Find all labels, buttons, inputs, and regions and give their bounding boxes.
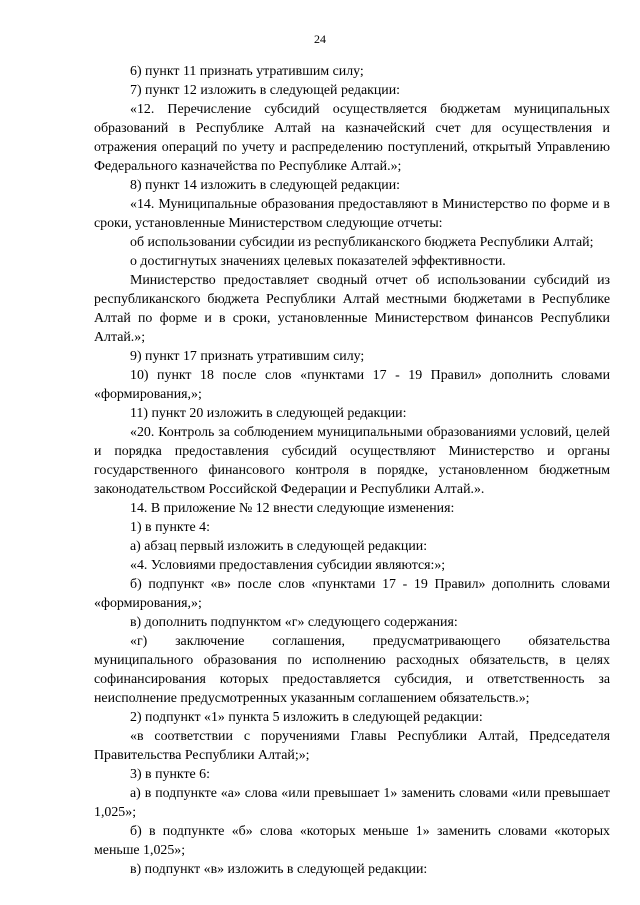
paragraph: 2) подпункт «1» пункта 5 изложить в следующей редакции:: [130, 710, 483, 725]
paragraph: 8) пункт 14 изложить в следующей редакции:: [130, 178, 401, 193]
paragraph: о достигнутых значениях целевых показателей эффективности.: [130, 254, 506, 269]
paragraph: «14. Муниципальные образования предоставляют в Министерство по форме и в сроки, установленные Министерством следующие отчеты:: [94, 197, 610, 231]
paragraph: 1) в пункте 4:: [130, 520, 210, 535]
paragraph: 7) пункт 12 изложить в следующей редакции:: [130, 83, 401, 98]
paragraph: б) подпункт «в» после слов «пунктами 17 - 19 Правил» дополнить словами «формирования,»;: [94, 577, 610, 611]
document-body: [94, 62, 610, 879]
paragraph: в) дополнить подпунктом «г» следующего содержания:: [130, 615, 458, 630]
paragraph: об использовании субсидии из республиканского бюджета Республики Алтай;: [130, 235, 594, 250]
paragraph: «4. Условиями предоставления субсидии являются:»;: [130, 558, 446, 573]
page-number: 24: [314, 32, 326, 46]
paragraph: в) подпункт «в» изложить в следующей редакции:: [130, 862, 428, 877]
paragraph: 14. В приложение № 12 внести следующие изменения:: [130, 501, 455, 516]
paragraph: 3) в пункте 6:: [130, 767, 210, 782]
paragraph: «12. Перечисление субсидий осуществляется бюджетам муниципальных образований в Республике Алтай на казначейский счет для осуществления и отражения операций по учету и распределению поступлений, открытый Управлению Федерального казначейства по Республике Алтай.»;: [94, 102, 610, 174]
paragraph: Министерство предоставляет сводный отчет об использовании субсидий из республиканского бюджета Республики Алтай местными бюджетами в Республике Алтай по форме и в сроки, установленные Министерством финансов Республики Алтай.»;: [94, 273, 610, 345]
paragraph: 10) пункт 18 после слов «пунктами 17 - 19 Правил» дополнить словами «формирования,»;: [94, 368, 610, 402]
paragraph: б) в подпункте «б» слова «которых меньше 1» заменить словами «которых меньше 1,025»;: [94, 824, 610, 858]
paragraph: «в соответствии с поручениями Главы Республики Алтай, Председателя Правительства Республики Алтай;»;: [94, 729, 610, 763]
paragraph: 6) пункт 11 признать утратившим силу;: [130, 64, 364, 79]
paragraph: 9) пункт 17 признать утратившим силу;: [130, 349, 365, 364]
paragraph: «20. Контроль за соблюдением муниципальными образованиями условий, целей и порядка предоставления субсидий осуществляют Министерство и органы государственного финансового контроля в порядке, установленном бюджетным законодательством Российской Федерации и Республики Алтай.».: [94, 425, 610, 497]
paragraph: «г) заключение соглашения, предусматривающего обязательства муниципального образования по исполнению расходных обязательств, в целях софинансирования которых предоставляется субсидия, и ответственность за неисполнение предусмотренных указанным соглашением обязательств.»;: [94, 634, 610, 706]
paragraph: 11) пункт 20 изложить в следующей редакции:: [130, 406, 407, 421]
paragraph: а) в подпункте «а» слова «или превышает 1» заменить словами «или превышает 1,025»;: [94, 786, 610, 820]
paragraph: а) абзац первый изложить в следующей редакции:: [130, 539, 428, 554]
